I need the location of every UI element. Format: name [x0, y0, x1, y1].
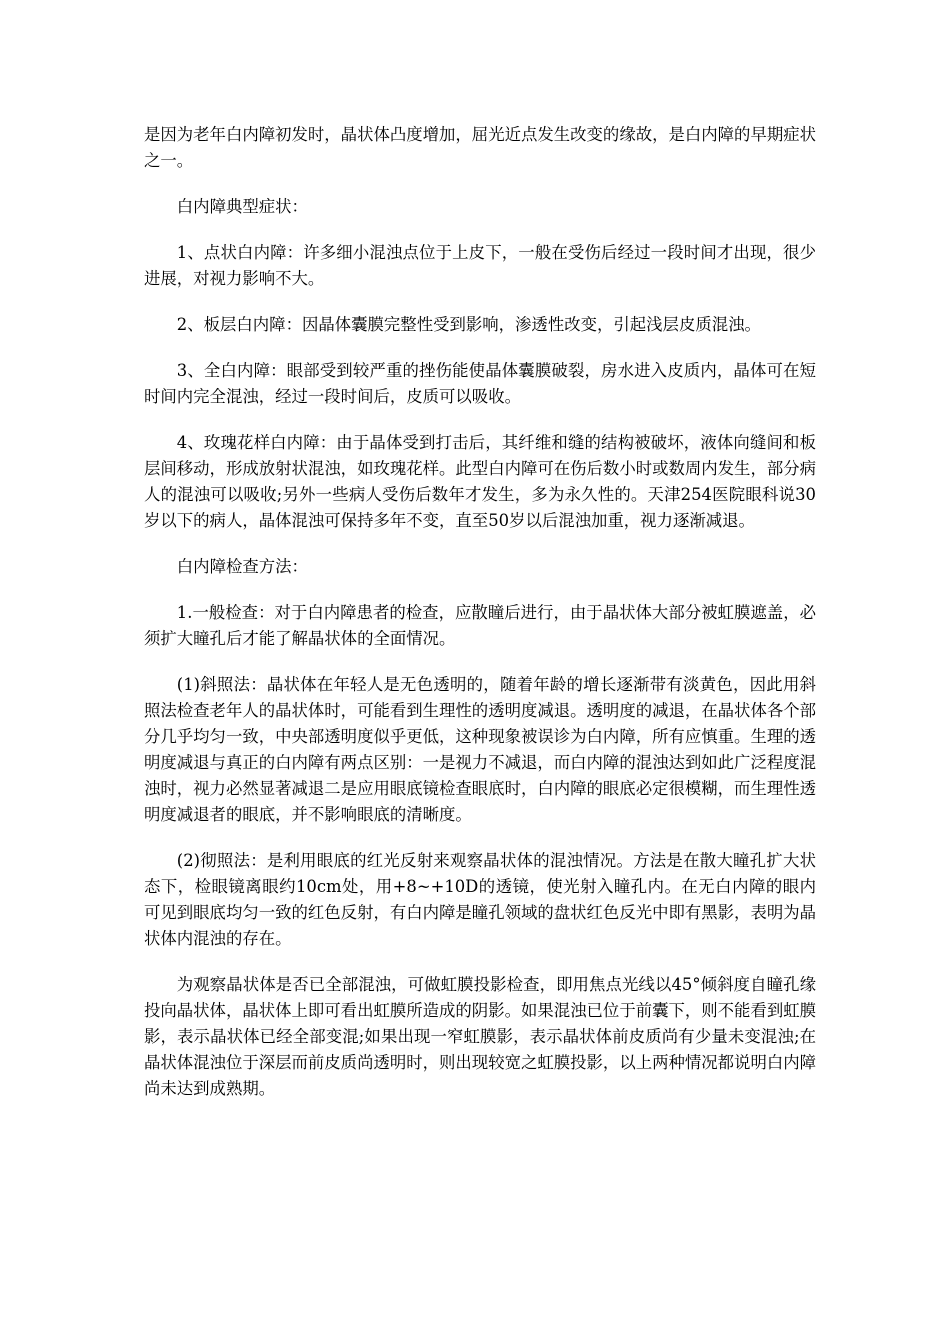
document-page [144, 122, 816, 1122]
paragraph-iris-shadow-test: 为观察晶状体是否已全部混浊，可做虹膜投影检查，即用焦点光线以45°倾斜度自瞳孔缘投向晶状体，晶状体上即可看出虹膜所造成的阴影。如果混浊已位于前囊下，则不能看到虹膜影，表示晶状体已经全部变混;如果出现一窄虹膜影，表示晶状体前皮质尚有少量未变混浊;在晶状体混浊位于深层而前皮质尚透明时，则出现较宽之虹膜投影，以上两种情况都说明白内障尚未达到成熟期。 [144, 975, 817, 1098]
paragraph-lamellar-cataract: 2、板层白内障：因晶体囊膜完整性受到影响，渗透性改变，引起浅层皮质混浊。 [176, 315, 761, 334]
heading-examination-methods: 白内障检查方法： [176, 557, 308, 576]
paragraph-general-examination: 1.一般检查：对于白内障患者的检查，应散瞳后进行，由于晶状体大部分被虹膜遮盖，必须扩大瞳孔后才能了解晶状体的全面情况。 [144, 603, 816, 648]
heading-typical-symptoms: 白内障典型症状： [176, 197, 308, 216]
paragraph-rosette-cataract: 4、玫瑰花样白内障：由于晶体受到打击后，其纤维和缝的结构被破坏，液体向缝间和板层间移动，形成放射状混浊，如玫瑰花样。此型白内障可在伤后数小时或数周内发生，部分病人的混浊可以吸收;另外一些病人受伤后数年才发生，多为永久性的。天津254医院眼科说30岁以下的病人，晶体混浊可保持多年不变，直至50岁以后混浊加重，视力逐渐减退。 [144, 433, 817, 530]
paragraph-oblique-illumination: (1)斜照法：晶状体在年轻人是无色透明的，随着年龄的增长逐渐带有淡黄色，因此用斜照法检查老年人的晶状体时，可能看到生理性的透明度减退。透明度的减退，在晶状体各个部分几乎均匀一致，中央部透明度似乎更低，这种现象被误诊为白内障，所有应慎重。生理的透明度减退与真正的白内障有两点区别：一是视力不减退，而白内障的混浊达到如此广泛程度混浊时，视力必然显著减退二是应用眼底镜检查眼底时，白内障的眼底必定很模糊，而生理性透明度减退者的眼底，并不影响眼底的清晰度。 [144, 675, 817, 824]
paragraph-continuation: 是因为老年白内障初发时，晶状体凸度增加，屈光近点发生改变的缘故，是白内障的早期症状之一。 [144, 125, 817, 170]
paragraph-punctate-cataract: 1、点状白内障：许多细小混浊点位于上皮下，一般在受伤后经过一段时间才出现，很少进展，对视力影响不大。 [144, 243, 816, 288]
paragraph-retroillumination: (2)彻照法：是利用眼底的红光反射来观察晶状体的混浊情况。方法是在散大瞳孔扩大状态下，检眼镜离眼约10cm处，用+8~+10D的透镜，使光射入瞳孔内。在无白内障的眼内可见到眼底均匀一致的红色反射，有白内障是瞳孔领域的盘状红色反光中即有黑影，表明为晶状体内混浊的存在。 [144, 851, 817, 948]
paragraph-total-cataract: 3、全白内障：眼部受到较严重的挫伤能使晶体囊膜破裂，房水进入皮质内，晶体可在短时间内完全混浊，经过一段时间后，皮质可以吸收。 [144, 361, 816, 406]
